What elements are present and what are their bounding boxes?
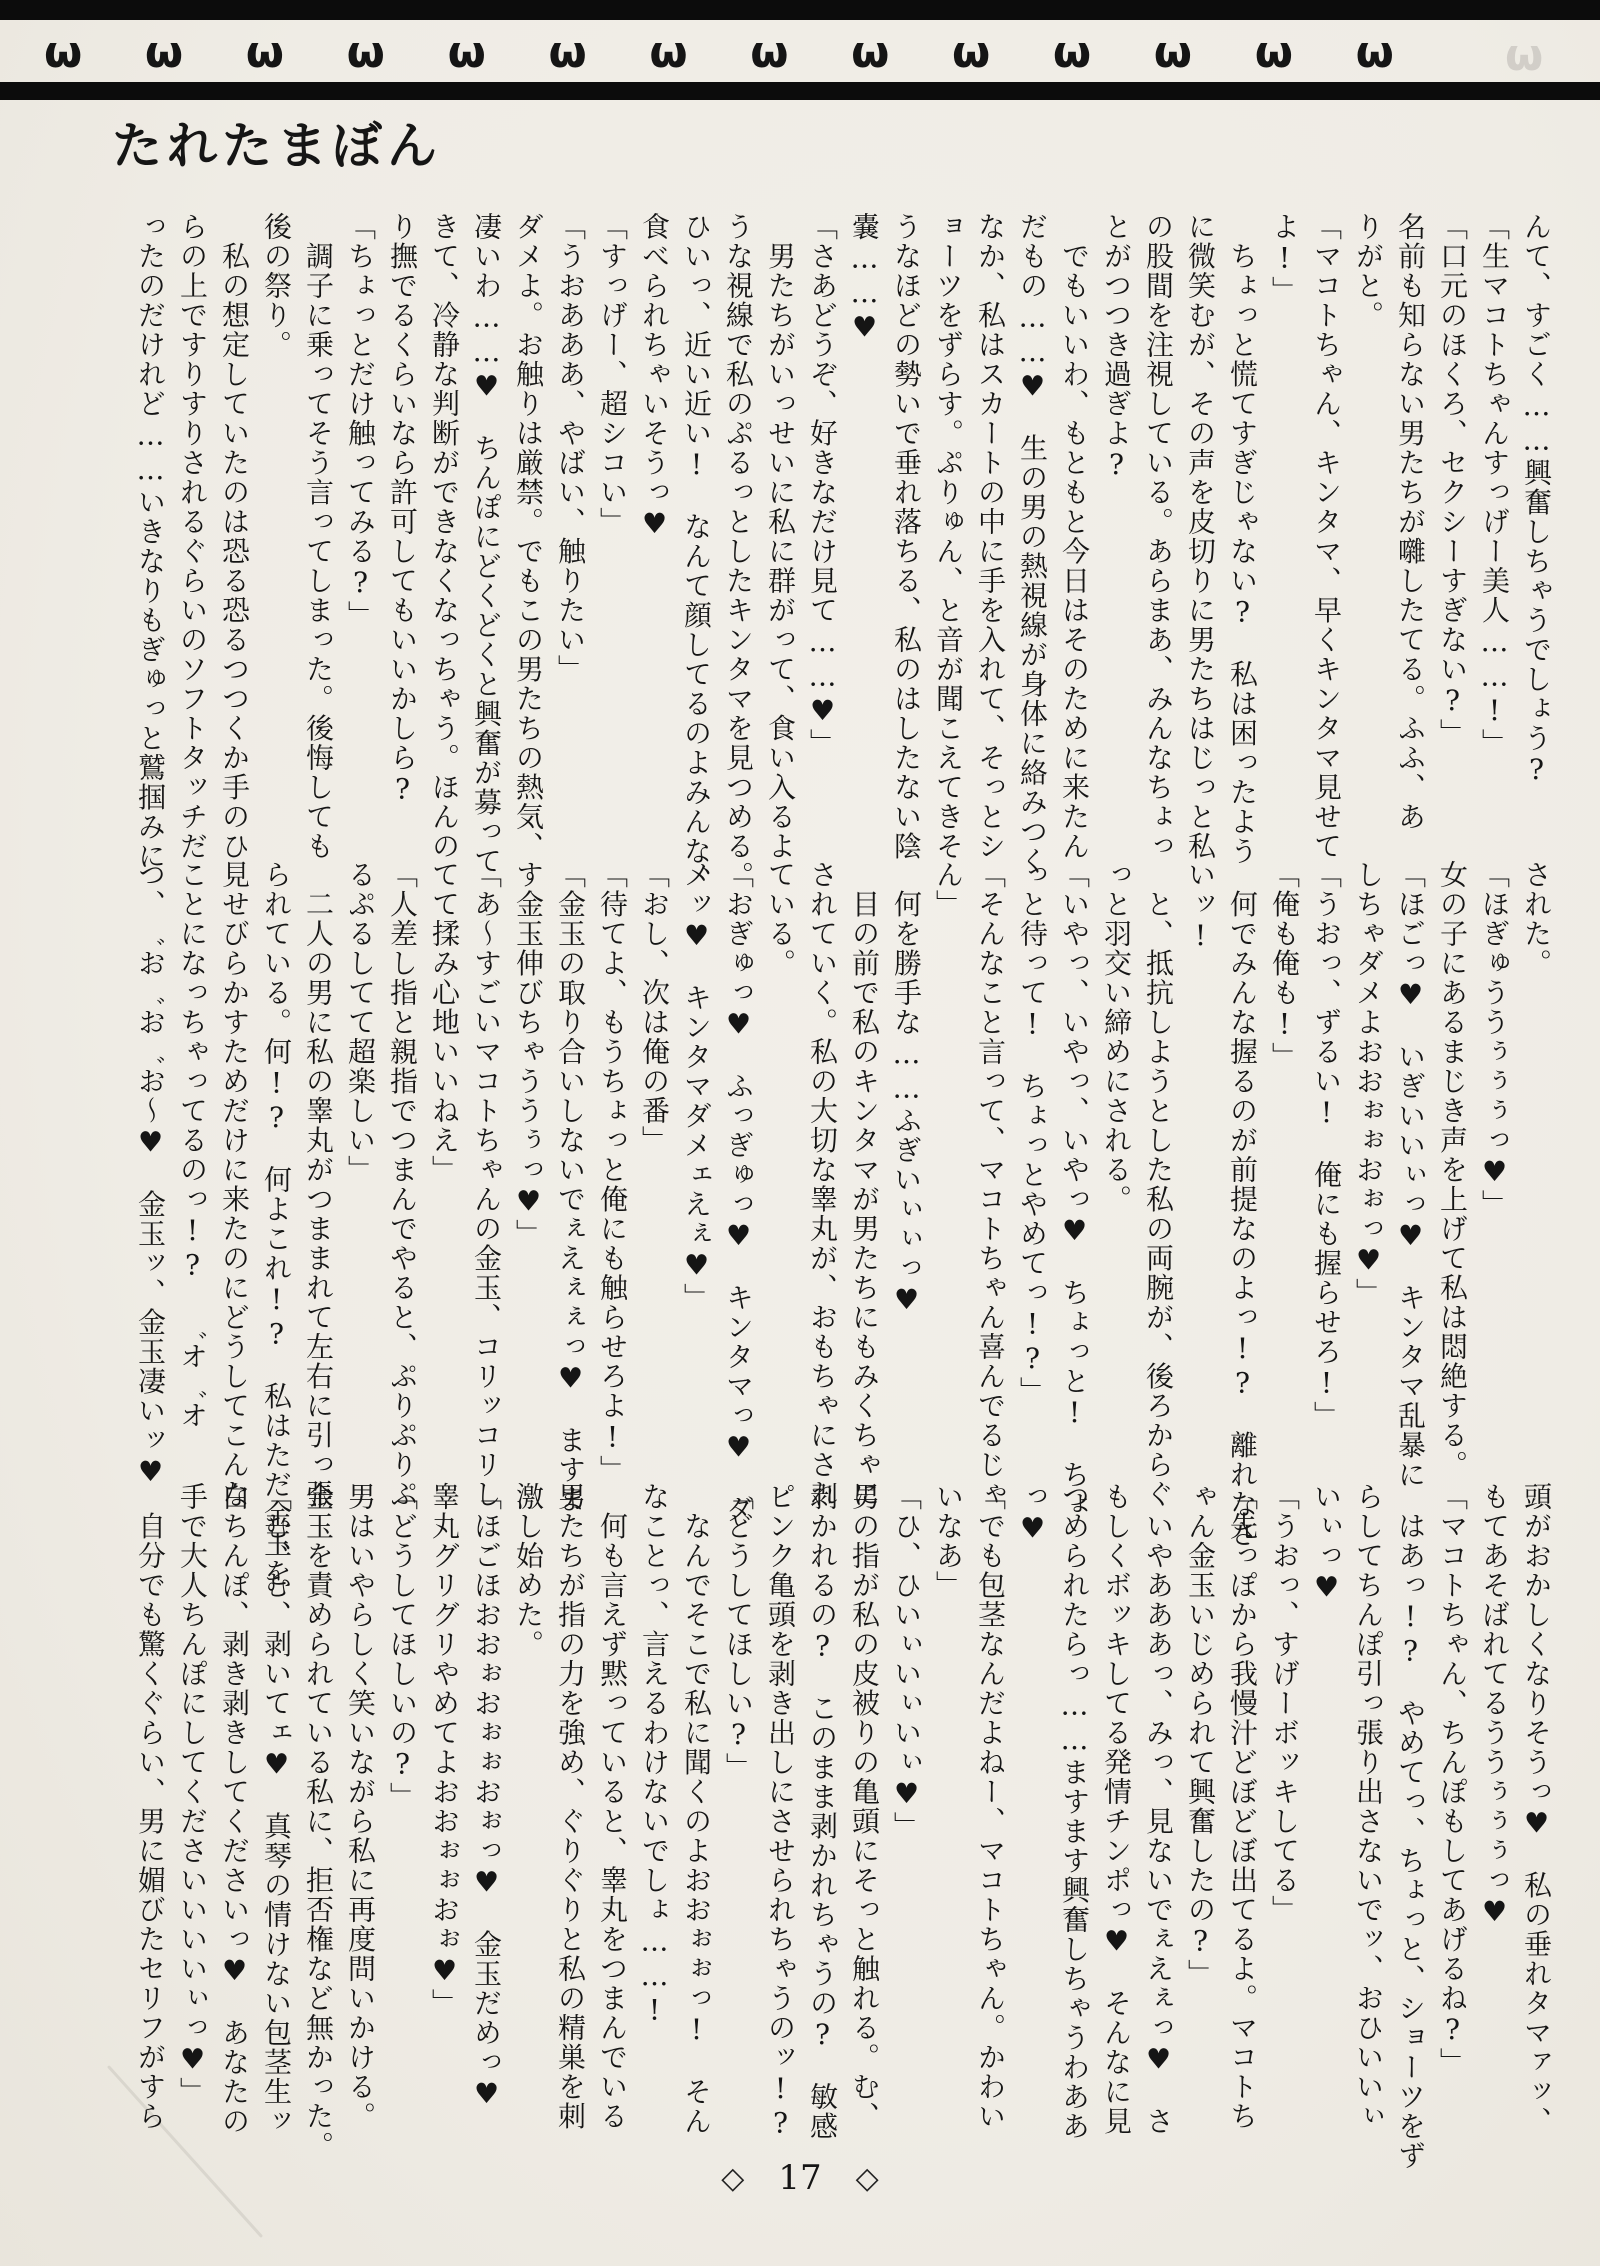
text-column: ひいっ、近い近い! なんて顔してるのよみんな、 [680,212,713,896]
text-column: 何も言えず黙っていると、睾丸をつまんでいる [596,1482,629,2131]
text-column: 「マコトちゃん、ちんぽもしてあげるね?」 [1436,1482,1469,2077]
text-column: 男たちが指の力を強め、ぐりぐりと私の精巣を刺 [554,1482,587,2131]
page-footer [0,2158,1600,2198]
text-column: 「どうしてほしい?」 [722,1482,755,1782]
text-column: 「ひ、ひいぃいぃいぃ♥」 [890,1482,923,1841]
text-column: もてあそばれてるううぅぅぅっ♥ [1478,1482,1511,1930]
text-column: 手で大人ちんぽにしてくださいいいいぃっ♥」 [176,1482,209,2107]
text-column: 「いやっ、いやっ、いやっ♥ ちょっと! ちょ [1058,860,1091,1519]
text-column: 「うおあああ、やばい、触りたい」 [554,212,587,684]
text-column: んて、すごく……興奮しちゃうでしょう? [1520,212,1553,788]
text-column: 「人差し指と親指でつまんでやると、ぷりぷりぷ [386,860,419,1509]
diamond-icon: ◇ [855,2160,879,2196]
text-column: いぃっ♥ [1310,1482,1343,1605]
omega-icon: ω [144,27,184,78]
text-column: とがつつき過ぎよ? [1100,212,1133,483]
text-column: 剥かれるの? このまま剥かれちゃうの? 敏感 [806,1482,839,2141]
text-column: 「ほぎゅううぅぅぅっ♥」 [1478,860,1511,1219]
text-column: 「おぎゅっ♥ ふっぎゅっ♥ キンタマっ♥ ダ [722,860,755,1524]
text-column: っと待って! ちょっとやめてっ!?」 [1016,860,1049,1406]
text-column: 「待てよ、もうちょっと俺にも触らせろよ!」 [596,860,629,1485]
text-column: ちょっと慌てすぎじゃない? 私は困ったよう [1226,212,1259,866]
omega-icon: ω [447,27,486,78]
omega-icon: ω [1355,27,1394,78]
text-column: り撫でるくらいなら許可してもいいかしら? [386,212,419,807]
text-column: られている。何!? 何よこれ!? 私はただ金玉を [260,860,293,1588]
text-column: 女の子にあるまじき声を上げて私は悶絶する。 [1436,860,1469,1480]
omega-icon: ω [44,27,83,78]
text-column: 名前も知らない男たちが囃したてる。ふふ、あ [1394,212,1427,832]
text-column: ダメよ。お触りは厳禁。でもこの男たちの熱気、 [512,212,545,861]
text-column: 「でも包茎なんだよねー、マコトちゃん。かわい [974,1482,1007,2131]
text-column: されていく。私の大切な睾丸が、おもちゃにされ [806,860,839,1509]
text-column: 「すっげー、超シコい」 [596,212,629,537]
text-column: された。 [1520,860,1553,978]
text-column: ゃん金玉いじめられて興奮したの?」 [1184,1482,1217,1989]
omega-icon: ω [548,27,587,78]
text-column: 何を勝手な……ふぎいぃぃっ♥ [890,860,923,1318]
text-column: つめられたらっ……ますます興奮しちゃうわああ [1058,1482,1091,2141]
text-column: っ♥ [1016,1482,1049,1546]
text-column: 食べられちゃいそうっ♥ [638,212,671,542]
text-column: ん」 [932,860,965,919]
text-column: 激し始めた。 [512,1482,545,1659]
omega-icon: ω [245,27,285,78]
top-border-bar [0,0,1600,20]
text-column: 見せびらかすためだけに来たのにどうしてこんな [218,860,251,1509]
text-column: 「金玉の取り合いしないでぇえぇぇっ♥ ますま [554,860,587,1514]
text-column: なか、私はスカートの中に手を入れて、そっとシ [974,212,1007,861]
text-column: るぷるしてて超楽しい」 [344,860,377,1185]
text-column: きて、冷静な判断ができなくなっちゃう。ほんの [428,212,461,861]
page-title: たれたまぼん [112,116,442,175]
text-column: 自分でも驚くぐらい、男に媚びたセリフがすら [134,1482,167,2131]
text-column: 金玉を責められている私に、拒否権など無かった。 [302,1482,335,2161]
omega-icon: ω [851,27,890,78]
diamond-icon: ◇ [721,2160,745,2196]
text-column: らの上ですりすりされるぐらいのソフトタッチだ [176,212,209,861]
omega-icon: ω [649,27,688,78]
omega-icon: ω [346,27,385,78]
text-column: ている。 [764,860,797,978]
text-column: の股間を注視している。あらまあ、みんなちょっ [1142,212,1175,861]
text-column: うな視線で私のぷるっとしたキンタマを見つめる。 [722,212,755,891]
text-column: 「ほごほおおぉおぉぉおぉっ♥ 金玉だめっ♥ [470,1482,503,2112]
text-column: に微笑むが、その声を皮切りに男たちはじっと私 [1184,212,1217,861]
page-number: 17 [778,2158,822,2198]
text-column: なことっ、言えるわけないでしょ……! [638,1482,671,2028]
header-rule-bar [0,82,1600,100]
text-column: 「うおっ、すげーボッキしてる」 [1268,1482,1301,1925]
text-column: 何でみんな握るのが前提なのよっ!? 離れなさ [1226,860,1259,1549]
text-column: 「先っぽから我慢汁どぼどぼ出てるよ。マコトち [1226,1482,1259,2131]
text-column: 私の想定していたのは恐る恐るつつくか手のひ [218,212,251,861]
text-column: 嚢……♥ [848,212,881,345]
text-section-1 [115,212,1557,896]
text-column: と、抵抗しようとした私の両腕が、後ろからぐ [1142,860,1175,1509]
omega-icon: ω [1153,27,1193,78]
omega-icon: ω [952,27,991,78]
text-column: ことになっちゃってるのっ!? ゛オ゛オ [176,860,209,1431]
text-column: なんでそこで私に聞くのよおおぉぉっ! そん [680,1482,713,2136]
text-column: 目の前で私のキンタマが男たちにもみくちゃに [848,860,881,1509]
text-column: いなあ」 [932,1482,965,1600]
text-column: でもいいわ、もともと今日はそのために来たん [1058,212,1091,861]
text-column: りがと。 [1352,212,1385,330]
text-column: 「そんなこと言って、マコトちゃん喜んでるじゃ [974,860,1007,1509]
text-column: いやあああっ、みっ、見ないでぇえぇっ♥ さ [1142,1482,1175,2136]
text-column: 男たちがいっせいに私に群がって、食い入るよ [764,212,797,861]
text-column: はあっ!? やめてっ、ちょっと、ショーツをず [1394,1482,1427,2171]
omega-icon: ω [1254,27,1293,78]
text-column: 「口元のほくろ、セクシーすぎない?」 [1436,212,1469,748]
text-column: 「む、む、剥いてェ♥ 真琴の情けない包茎生ッ [260,1482,293,2136]
text-column: もしくボッキしてる発情チンポっ♥ そんなに見 [1100,1482,1133,2136]
text-column: てて揉み心地いいねえ」 [428,860,461,1185]
text-column: 二人の男に私の睾丸がつままれて左右に引っ張 [302,860,335,1509]
omega-icon: ω [750,27,789,78]
text-column: 後の祭り。 [260,212,293,360]
text-column: 凄いわ……♥ ちんぽにどくどくと興奮が募って [470,212,503,876]
text-column: 「あ〜すごいマコトちゃんの金玉、コリッコリし [470,860,503,1509]
text-column: 頭がおかしくなりそうっ♥ 私の垂れタマァッ、 [1520,1482,1553,2136]
omega-border-row [44,28,1394,78]
text-column: 男の指が私の皮被りの亀頭にそっと触れる。む、 [848,1482,881,2131]
text-column: つ、゛お゛お゛お〜♥ 金玉ッ、金玉凄いッ♥ [134,860,167,1490]
text-section-3 [115,1482,1557,2171]
text-column: メッ♥ キンタマダメェえぇ♥」 [680,860,713,1313]
text-column: 「生マコトちゃんすっげー美人……!」 [1478,212,1511,758]
text-column: 白ちんぽ、剥き剥きしてくださいっ♥ あなたの [218,1482,251,2136]
omega-icon: ω [1052,27,1092,78]
text-column: いッ! [1184,860,1217,954]
text-column: 「どうしてほしいの?」 [386,1482,419,1812]
text-column: 睾丸グリグリやめてよおおぉぉおぉ♥」 [428,1482,461,2018]
text-column: だもの……♥ 生の男の熱視線が身体に絡みつく [1016,212,1049,876]
text-column: 「ほごっ♥ いぎいいぃっ♥ キンタマ乱暴に [1394,860,1427,1490]
text-column: ョーツをずらす。ぷりゅん、と音が聞こえてきそ [932,212,965,861]
text-column: よ!」 [1268,212,1301,306]
text-column: 「マコトちゃん、キンタマ、早くキンタマ見せて [1310,212,1343,861]
text-column: ったのだけれど……いきなりもぎゅっと鷲掴みに [134,212,167,871]
text-column: 「俺も俺も!」 [1268,860,1301,1072]
text-column: す金玉伸びちゃううぅっ♥」 [512,860,545,1249]
text-column: うなほどの勢いで垂れ落ちる、私のはしたない陰 [890,212,923,861]
text-column: 「うおっ、ずるい! 俺にも握らせろ!」 [1310,860,1343,1431]
text-column: らしてちんぽ引っ張り出さないでッ、おひいいぃ [1352,1482,1385,2131]
text-column: しちゃダメよおおぉぉおぉっ♥」 [1352,860,1385,1308]
text-column: 「ちょっとだけ触ってみる?」 [344,212,377,630]
text-column: 調子に乗ってそう言ってしまった。後悔しても [302,212,335,861]
text-column: 「さあどうぞ、好きなだけ見て……♥」 [806,212,839,758]
text-column: ピンク亀頭を剥き出しにさせられちゃうのッ!? [764,1482,797,2141]
text-column: 「おし、次は俺の番」 [638,860,671,1155]
text-column: っと羽交い締めにされる。 [1100,860,1133,1214]
omega-ghost-icon: ω [1505,30,1544,81]
text-column: 男はいやらしく笑いながら私に再度問いかける。 [344,1482,377,2131]
